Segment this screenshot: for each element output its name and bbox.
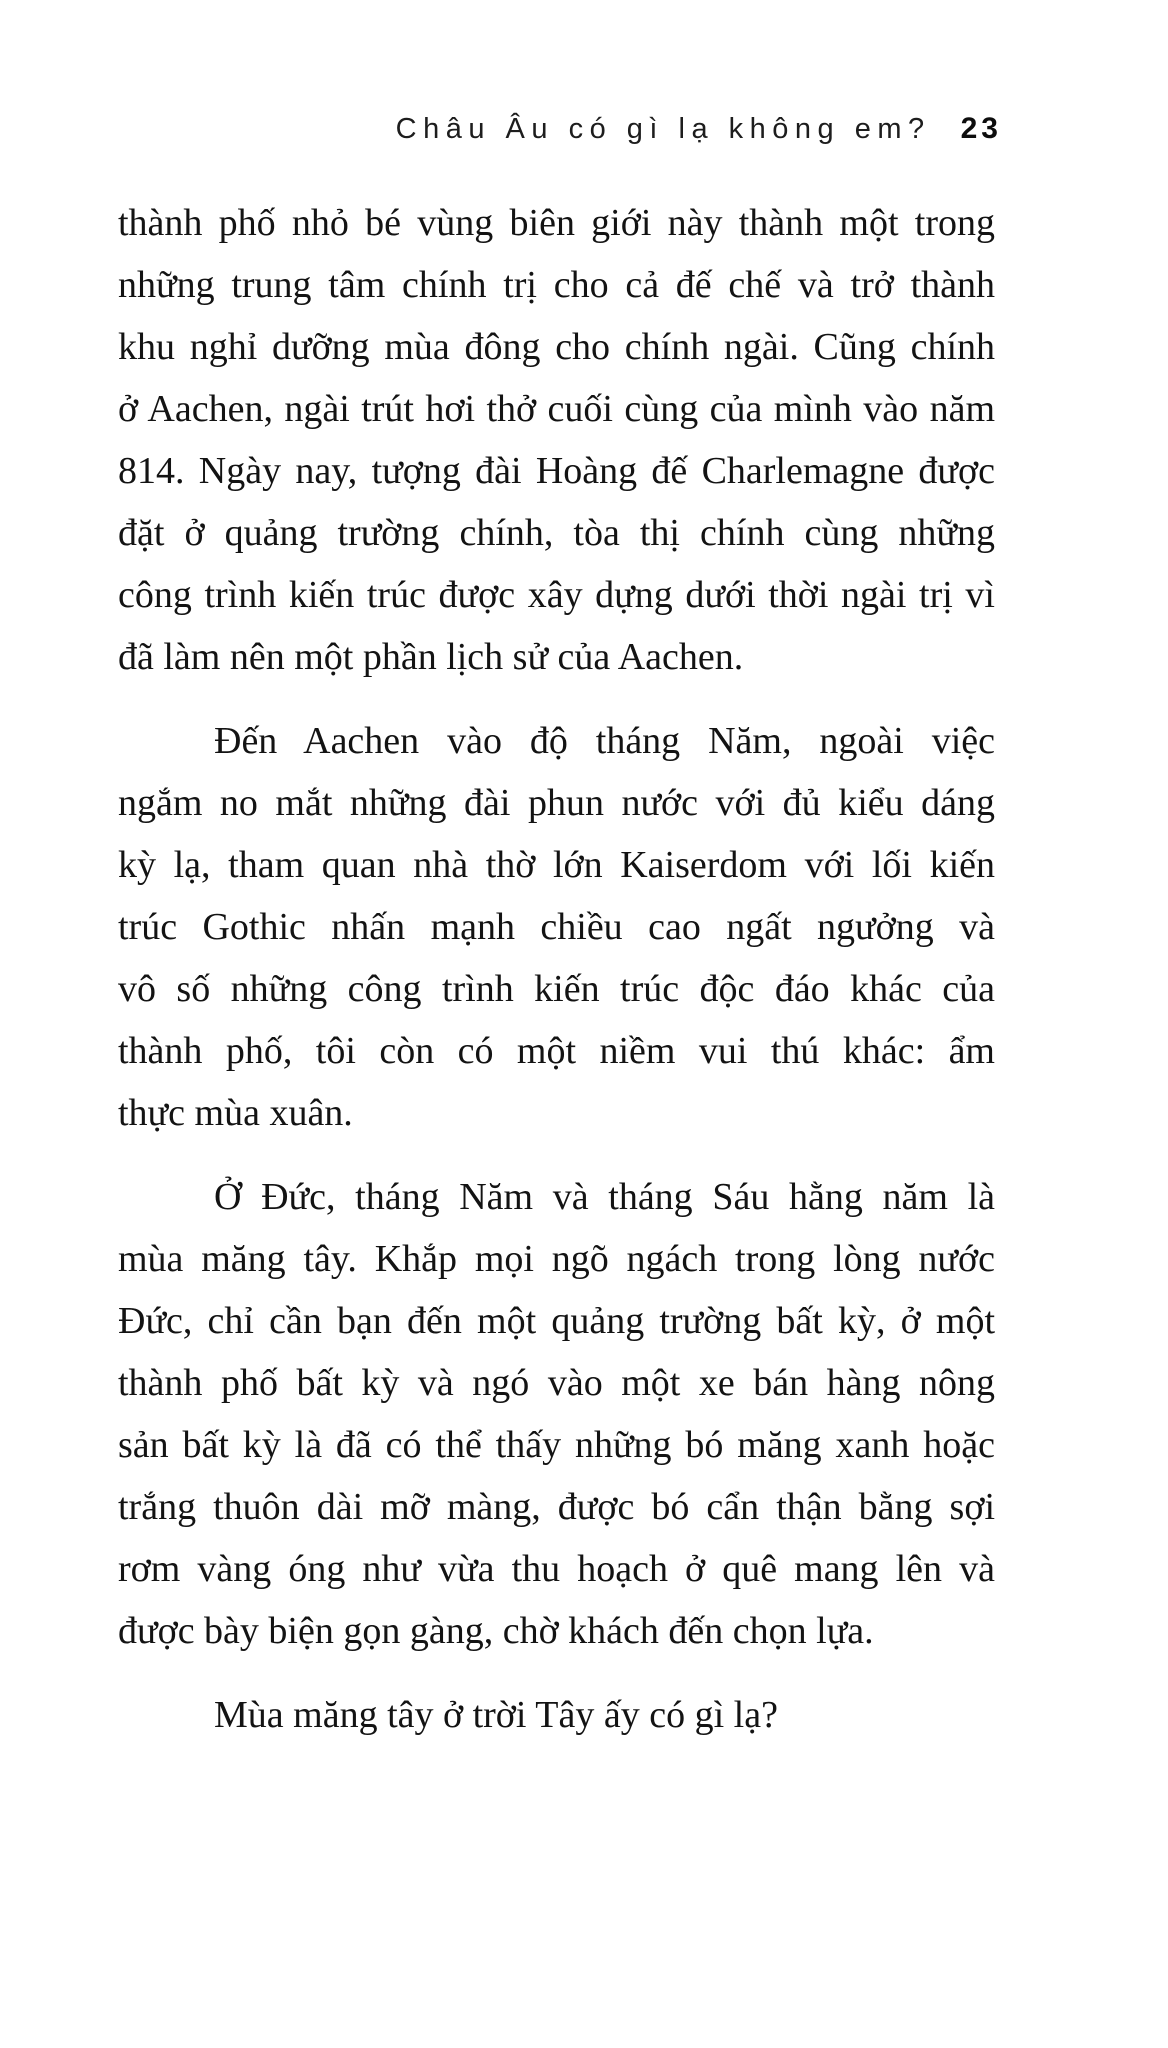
- text-line: Mùa măng tây ở trời Tây ấy có gì lạ?: [214, 1694, 778, 1736]
- text-line: vô số những công trình kiến trúc độc đáo khác của: [118, 968, 995, 1010]
- body-text: [118, 192, 995, 1746]
- text-line: đặt ở quảng trường chính, tòa thị chính cùng những: [118, 512, 995, 554]
- paragraph-1: [118, 192, 995, 688]
- text-line: rơm vàng óng như vừa thu hoạch ở quê mang lên và: [118, 1548, 995, 1590]
- text-line: ngắm no mắt những đài phun nước với đủ kiểu dáng: [118, 782, 995, 824]
- text-line: kỳ lạ, tham quan nhà thờ lớn Kaiserdom với lối kiến: [118, 844, 995, 886]
- text-line: những trung tâm chính trị cho cả đế chế và trở thành: [118, 264, 995, 306]
- text-line: thành phố nhỏ bé vùng biên giới này thành một trong: [118, 202, 995, 244]
- running-header: [118, 112, 1002, 146]
- text-line: thành phố bất kỳ và ngó vào một xe bán hàng nông: [118, 1362, 995, 1404]
- text-line: ở Aachen, ngài trút hơi thở cuối cùng của mình vào năm: [118, 388, 995, 430]
- running-header-title: Châu Âu có gì lạ không em?: [395, 113, 931, 145]
- paragraph-4: [118, 1684, 995, 1746]
- text-line: được bày biện gọn gàng, chờ khách đến chọn lựa.: [118, 1610, 874, 1652]
- text-line: thực mùa xuân.: [118, 1092, 353, 1134]
- text-line: Ở Đức, tháng Năm và tháng Sáu hằng năm là: [214, 1176, 995, 1218]
- page-number: 23: [960, 112, 1002, 145]
- paragraph-3: [118, 1166, 995, 1662]
- text-line: Đến Aachen vào độ tháng Năm, ngoài việc: [214, 720, 995, 762]
- text-line: công trình kiến trúc được xây dựng dưới thời ngài trị vì: [118, 574, 995, 616]
- text-line: trúc Gothic nhấn mạnh chiều cao ngất ngưởng và: [118, 906, 995, 948]
- paragraph-2: [118, 710, 995, 1144]
- text-line: sản bất kỳ là đã có thể thấy những bó măng xanh hoặc: [118, 1424, 995, 1466]
- text-line: trắng thuôn dài mỡ màng, được bó cẩn thận bằng sợi: [118, 1486, 995, 1528]
- text-line: 814. Ngày nay, tượng đài Hoàng đế Charlemagne được: [118, 450, 995, 492]
- text-line: Đức, chỉ cần bạn đến một quảng trường bất kỳ, ở một: [118, 1300, 995, 1342]
- text-line: thành phố, tôi còn có một niềm vui thú khác: ẩm: [118, 1030, 995, 1072]
- text-line: mùa măng tây. Khắp mọi ngõ ngách trong lòng nước: [118, 1238, 995, 1280]
- text-line: khu nghỉ dưỡng mùa đông cho chính ngài. Cũng chính: [118, 326, 995, 368]
- text-line: đã làm nên một phần lịch sử của Aachen.: [118, 636, 744, 678]
